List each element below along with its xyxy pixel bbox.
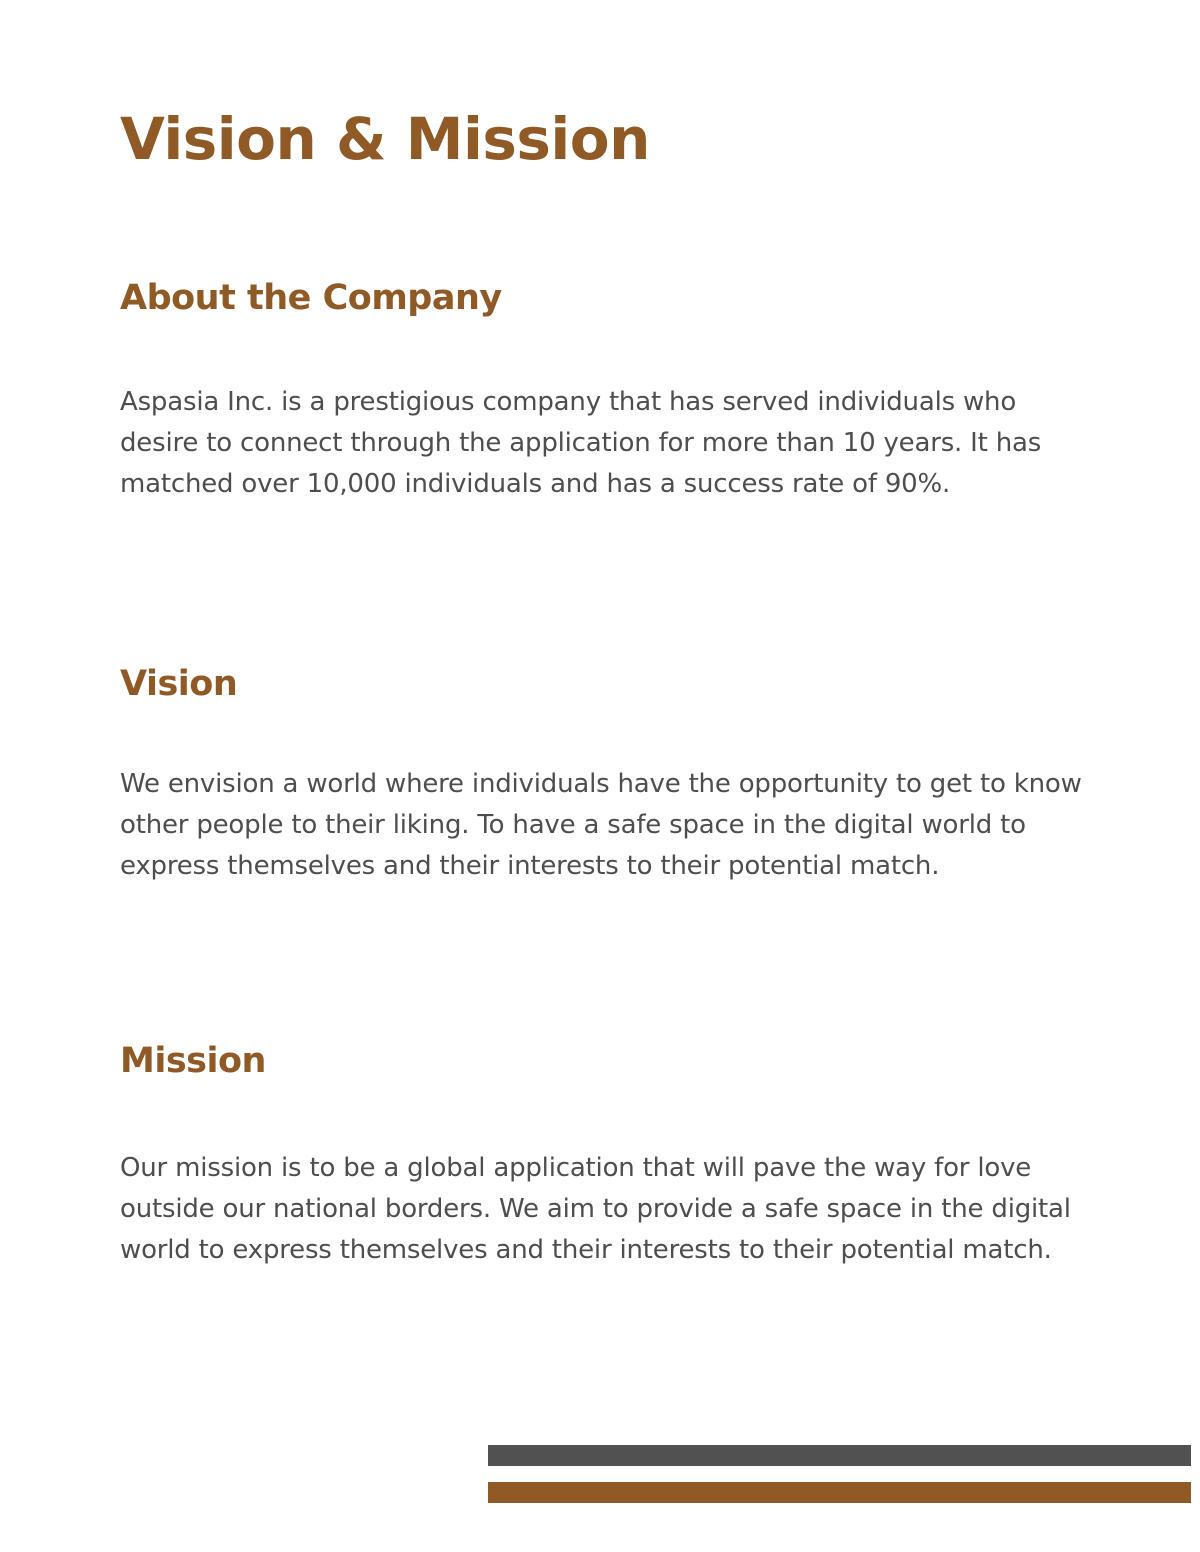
about-heading: About the Company [120,278,502,318]
mission-paragraph: Our mission is to be a global application that will pave the way for love outside our national borders. We aim to provide a safe space in the digital world to express themselves and their interests to their potential match. [120,1153,1071,1265]
mission-heading: Mission [120,1041,266,1081]
page-title: Vision & Mission [120,105,650,173]
decorative-bar-brown [488,1482,1191,1503]
vision-heading: Vision [120,664,238,704]
vision-paragraph: We envision a world where individuals have the opportunity to get to know other people to their liking. To have a safe space in the digital world to express themselves and their interests to their potential match. [120,769,1082,881]
about-paragraph: Aspasia Inc. is a prestigious company that has served individuals who desire to connect through the application for more than 10 years. It has matched over 10,000 individuals and has a success rate of 90%. [120,387,1042,499]
decorative-bar-gray [488,1445,1191,1466]
